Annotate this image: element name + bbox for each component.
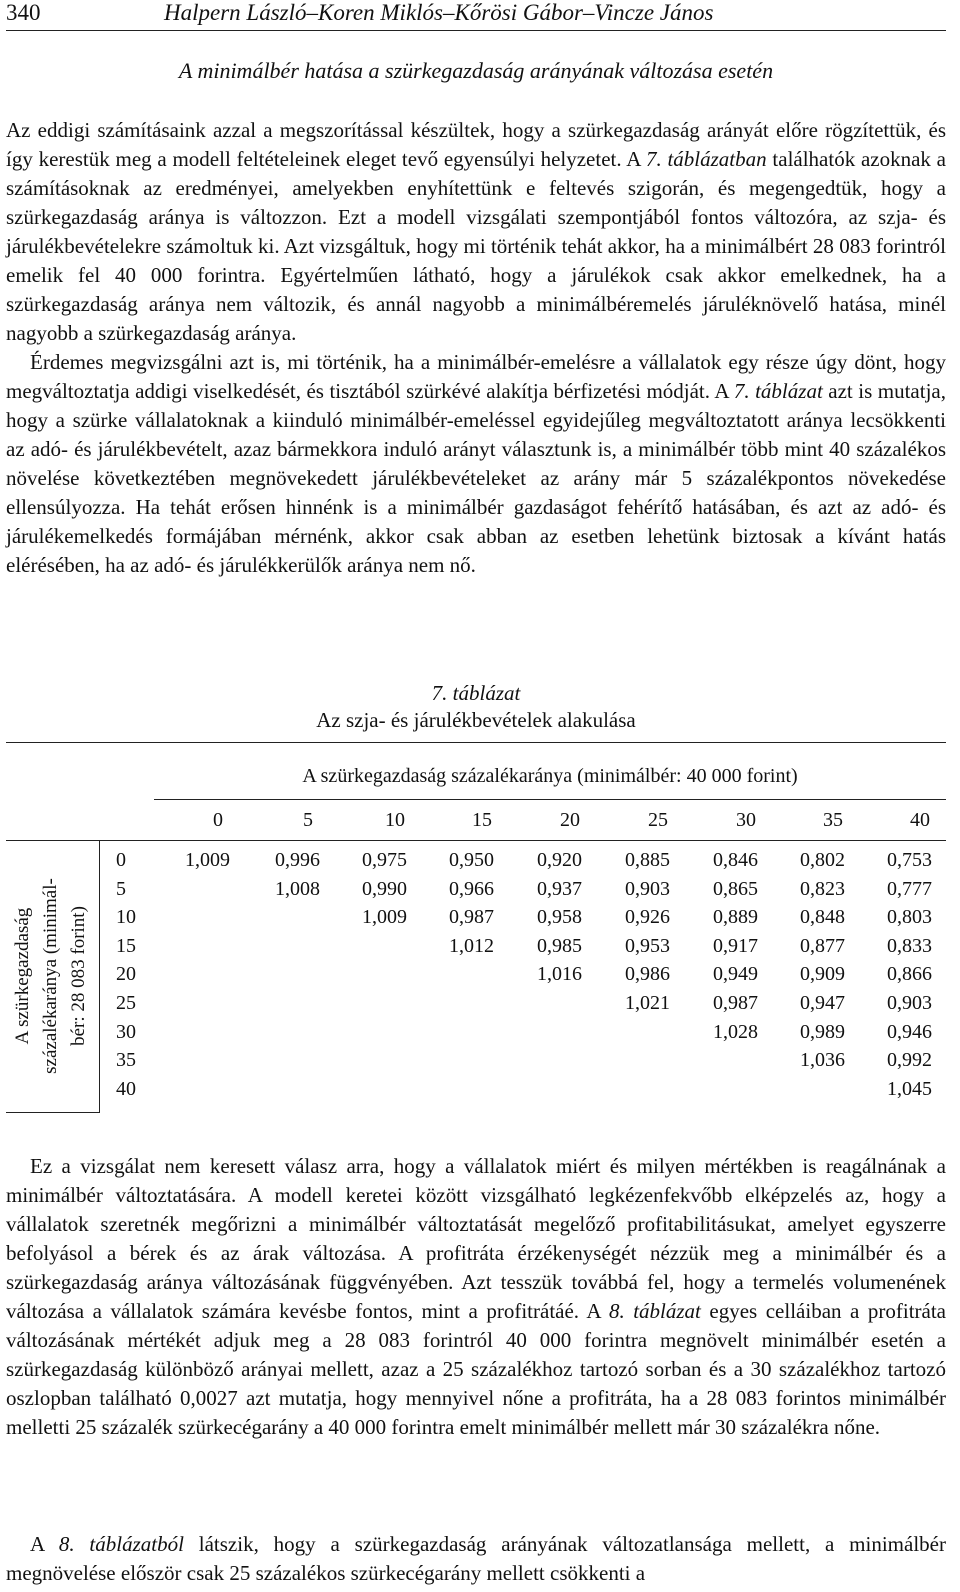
table-title: Az szja- és járulékbevételek alakulása (316, 708, 636, 732)
table-cell: 0,996 (275, 849, 320, 871)
table-caption (6, 680, 946, 734)
table-cell: 0,823 (800, 877, 845, 900)
row-label-divider (99, 840, 100, 1112)
table-cell: 0,950 (449, 849, 494, 871)
paragraph-3-text-a: Ez a vizsgálat nem keresett válasz arra, hogy a vállalatok miért és milyen mértékben is reagálnának a minimálbér változtatására. A modell keretei között vizsgálható legkézenfekvőbb elképzelés az, hogy a vállalatok szeretnék megőrizni a minimálbér változtatását megelőző profitabilitásukat, amelyet egyszerre befolyásol a bérek és az árak változása. A profitráta érzékenységét nézzük meg a minimálbér és a szürkegazdaság aránya változásának függvényében. Azt tesszük továbbá fel, hogy a termelés volumenének változása a vállalatok számára kevésbe fontos, mint a profitrátáé. A (6, 1154, 946, 1323)
paragraph-2-text-a: Érdemes megvizsgálni azt is, mi történik, ha a minimálbér-emelésre a vállalatok egy része úgy dönt, hogy megváltoztatja addigi viselkedését, és tisztából szürkévé alakítja bérfizetési módját. A (6, 350, 946, 403)
table-cell: 0,953 (625, 934, 670, 957)
paragraph-1-text-a: Az eddigi számításaink azzal a megszorítással készültek, hogy a szürkegazdaság arányát előre rögzítettük, és így kerestük meg a modell feltételeinek eleget tevő egyensúlyi helyzetet. A (6, 118, 946, 171)
table-cell: 0,777 (887, 877, 932, 900)
column-group-label: A szürkegazdaság százalékaránya (minimálbér: 40 000 forint) (302, 765, 798, 787)
table-cell: 0,975 (362, 849, 407, 871)
row-group-label-line-1: A szürkegazdaság (12, 907, 33, 1045)
table-cell: 1,008 (275, 877, 320, 900)
data-table (6, 742, 946, 1114)
paragraph-1 (6, 116, 946, 348)
running-head-authors: Halpern László–Koren Miklós–Kőrösi Gábor–Vincze János (164, 0, 714, 25)
column-header-40: 40 (910, 809, 930, 831)
table-cell: 0,885 (625, 849, 670, 871)
column-header-10: 10 (385, 809, 405, 831)
table-cell: 0,909 (800, 963, 845, 986)
table-cell: 0,989 (800, 1020, 845, 1043)
row-header-40: 40 (116, 1077, 136, 1100)
paragraph-4-text-b: látszik, hogy a szürkegazdaság arányának változatlansága mellett, a minimálbér megnövelése először csak 25 százalékos szürkecégarány mellett csökkenti a (6, 1532, 946, 1585)
table-number: 7. táblázat (431, 681, 521, 705)
column-header-35: 35 (823, 809, 843, 831)
table-cell: 0,985 (537, 934, 582, 957)
row-header-25: 25 (116, 992, 136, 1014)
paragraph-1-table-ref: 7. táblázatban (645, 147, 767, 171)
table-cell: 1,009 (362, 906, 407, 929)
running-head (6, 0, 946, 31)
paragraph-2 (6, 348, 946, 580)
table-cell: 0,877 (800, 934, 845, 957)
row-header-10: 10 (116, 906, 136, 929)
column-header-30: 30 (736, 809, 756, 831)
table-cell: 0,926 (625, 906, 670, 929)
table-cell: 0,848 (800, 906, 845, 929)
row-header-15: 15 (116, 934, 136, 957)
row-group-label-line-2: százalékaránya (minimál- (40, 878, 61, 1074)
row-group-label (6, 840, 96, 1112)
column-header-15: 15 (472, 809, 492, 831)
page-number: 340 (6, 0, 41, 25)
table-cell: 1,021 (625, 992, 670, 1014)
table-cell: 0,903 (887, 992, 932, 1014)
row-header-30: 30 (116, 1020, 136, 1043)
table-cell: 0,937 (537, 877, 582, 900)
section-title: A minimálbér hatása a szürkegazdaság arányának változása esetén (178, 58, 774, 83)
table-cell: 0,753 (887, 849, 932, 871)
table-cell: 0,803 (887, 906, 932, 929)
table-cell: 0,846 (713, 849, 758, 871)
paragraph-2-table-ref: 7. táblázat (733, 379, 823, 403)
paragraph-2-text-b: azt is mutatja, hogy a szürke vállalatoknak a kiinduló minimálbér-emeléssel egyidejűleg megváltoztatott aránya lecsökkenti az adó- és járulékbevételt, azaz bármekkora induló arányt választunk is, a minimálbér több mint 40 százalékos növelése következtében megnövekedett járulékbevételeket az arány már 5 százalékpontos növekedése ellensúlyozza. Ha tehát erősen hinnénk is a minimálbér gazdaságot fehérítő hatásában, és azt az adó- és járulékemelkedés formájában mérnénk, akkor csak abban az esetben lehetünk biztosak a kívánt hatás elérésében, ha az adó- és járulékkerülők aránya nem nő. (6, 379, 946, 577)
paragraph-3-text-b: egyes celláiban a profitráta változásának mértékét adjuk meg a 28 083 forintról 40 000 forintra megnövelt minimálbér esetén a szürkegazdaság különböző arányai mellett, azaz a 25 százalékhoz tartozó sorban és a 30 százalékhoz tartozó oszlopban található 0,0027 azt mutatja, hogy mennyivel nőne a profitráta, ha a 28 083 forintos minimálbér melletti 25 százalék szürkecégarány a 40 000 forintra emelt minimálbér mellett már 30 százalékra nőne. (6, 1299, 946, 1439)
row-header-0: 0 (116, 849, 126, 871)
table-cell: 0,920 (537, 849, 582, 871)
table-cell: 0,866 (887, 963, 932, 986)
table-top-rule (6, 742, 946, 743)
column-header-0: 0 (213, 809, 223, 831)
table-cell: 0,865 (713, 877, 758, 900)
row-group-label-line-3: bér: 28 083 forint) (68, 906, 89, 1046)
row-header-20: 20 (116, 963, 136, 986)
table-bottom-rule (6, 1112, 100, 1113)
table-cell: 0,949 (713, 963, 758, 986)
table-cell: 0,889 (713, 906, 758, 929)
table-cell: 0,966 (449, 877, 494, 900)
table-cell: 1,012 (449, 934, 494, 957)
table-cell: 0,987 (449, 906, 494, 929)
column-header-25: 25 (648, 809, 668, 831)
table-cell: 0,986 (625, 963, 670, 986)
table-cell: 0,833 (887, 934, 932, 957)
table-cell: 0,947 (800, 992, 845, 1014)
table-cell: 0,990 (362, 877, 407, 900)
table-cell: 0,987 (713, 992, 758, 1014)
paragraph-3 (6, 1152, 946, 1442)
table-cell: 1,028 (713, 1020, 758, 1043)
column-header-5: 5 (303, 809, 313, 831)
table-cell: 1,045 (887, 1077, 932, 1100)
table-cell: 1,016 (537, 963, 582, 986)
table-cell: 0,903 (625, 877, 670, 900)
table-cell: 0,917 (713, 934, 758, 957)
header-rule (6, 840, 946, 841)
column-header-20: 20 (560, 809, 580, 831)
row-header-35: 35 (116, 1049, 136, 1072)
row-group-label-text (9, 841, 93, 1111)
table-cell: 0,992 (887, 1049, 932, 1072)
paragraph-4-text-a: A (30, 1532, 59, 1556)
paragraph-4 (6, 1530, 946, 1588)
paragraph-4-table-ref: 8. táblázatból (58, 1532, 184, 1556)
row-header-5: 5 (116, 877, 126, 900)
table-cell: 0,802 (800, 849, 845, 871)
paragraph-1-text-b: találhatók azoknak a számításoknak az eredményei, amelyekben enyhítettünk e feltevés szigorán, és megengedtük, hogy a szürkegazdaság aránya is változzon. Ezt a modell vizsgálati szempontjából fontos változóra, az szja- és járulékbevételekre számoltuk ki. Azt vizsgáltuk, hogy mi történik tehát akkor, ha a minimálbért 28 083 forintról emelik fel 40 000 forintra. Egyértelműen látható, hogy a járulékok csak akkor emelkednek, ha a szürkegazdaság aránya nem változik, és annál nagyobb a minimálbéremelés járuléknövelő hatása, minél nagyobb a szürkegazdaság aránya. (6, 147, 946, 345)
paragraph-3-table-ref: 8. táblázat (608, 1299, 701, 1323)
table-cell: 0,946 (887, 1020, 932, 1043)
table-cell: 1,009 (185, 849, 230, 871)
column-group-rule (154, 799, 946, 800)
table-cell: 1,036 (800, 1049, 845, 1072)
table-cell: 0,958 (537, 906, 582, 929)
